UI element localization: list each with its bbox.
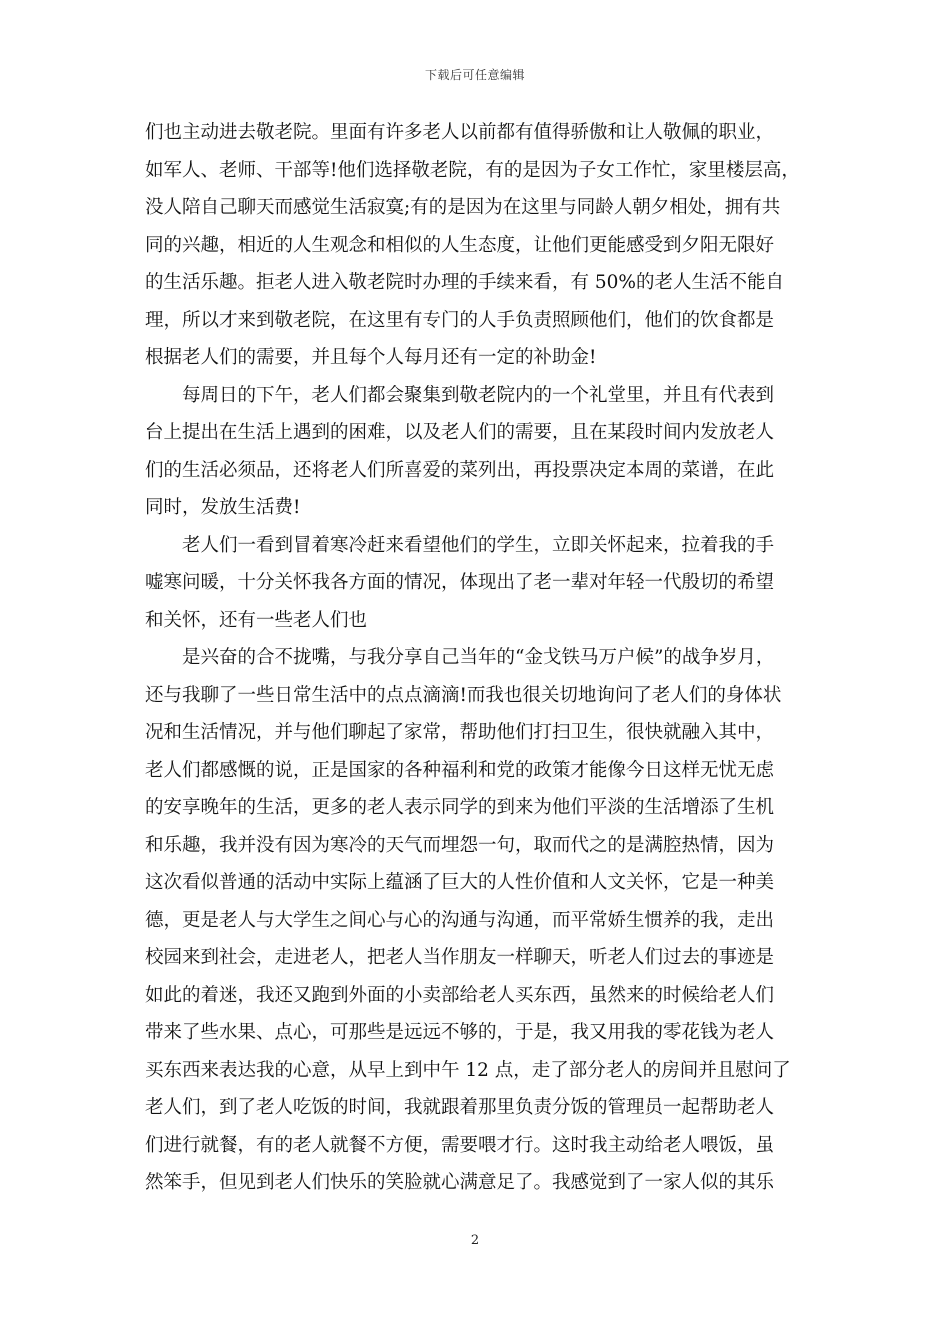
text-line: 的生活乐趣。拒老人进入敬老院时办理的手续来看，有 50%的老人生活不能自 [145,272,785,293]
text-line: 带来了些水果、点心，可那些是远远不够的，于是，我又用我的零花钱为老人 [145,1022,775,1043]
text-line: 如军人、老师、干部等!他们选择敬老院，有的是因为子女工作忙，家里楼层高， [145,159,800,181]
text-line: 没人陪自己聊天而感觉生活寂寞;有的是因为在这里与同龄人朝夕相处，拥有共 [145,197,781,218]
paragraph-2 [145,377,813,527]
text-line: 还与我聊了一些日常生活中的点点滴滴!而我也很关切地询问了老人们的身体状 [145,684,782,706]
text-line: 买东西来表达我的心意，从早上到中午 12 点，走了部分老人的房间并且慰问了 [145,1059,791,1081]
text-line: 老人们都感慨的说，正是国家的各种福利和党的政策才能像今日这样无忧无虑 [145,759,775,781]
text-line: 同时，发放生活费! [145,497,301,518]
text-line: 根据老人们的需要，并且每个人每月还有一定的补助金! [145,347,597,368]
text-line: 然笨手，但见到老人们快乐的笑脸就心满意足了。我感觉到了一家人似的其乐 [145,1172,775,1193]
text-line: 们进行就餐，有的老人就餐不方便，需要喂才行。这时我主动给老人喂饭，虽 [145,1134,775,1156]
text-line: 台上提出在生活上遇到的困难，以及老人们的需要，且在某段时间内发放老人 [145,422,775,443]
text-line: 们的生活必须品，还将老人们所喜爱的菜列出，再投票决定本周的菜谱，在此 [145,459,775,481]
paragraph-1 [145,114,813,377]
paragraph-4 [145,639,813,1202]
text-line: 每周日的下午，老人们都会聚集到敬老院内的一个礼堂里，并且有代表到 [182,384,775,406]
text-line: 和关怀，还有一些老人们也 [145,609,368,631]
paragraph-3 [145,527,813,640]
text-line: 们也主动进去敬老院。里面有许多老人以前都有值得骄傲和让人敬佩的职业， [145,122,775,143]
page-header: 下载后可任意编辑 [424,68,525,82]
text-line: 况和生活情况，并与他们聊起了家常，帮助他们打扫卫生，很快就融入其中， [145,722,775,743]
text-line: 的安享晚年的生活，更多的老人表示同学的到来为他们平淡的生活增添了生机 [145,797,775,818]
text-line: 这次看似普通的活动中实际上蕴涵了巨大的人性价值和人文关怀，它是一种美 [145,872,775,893]
text-line: 理，所以才来到敬老院，在这里有专门的人手负责照顾他们，他们的饮食都是 [145,309,775,331]
text-line: 是兴奋的合不拢嘴，与我分享自己当年的“金戈铁马万户候”的战争岁月， [182,647,775,668]
text-line: 如此的着迷，我还又跑到外面的小卖部给老人买东西，虽然来的时候给老人们 [145,984,775,1006]
text-line: 老人们，到了老人吃饭的时间，我就跟着那里负责分饭的管理员一起帮助老人 [145,1097,775,1118]
text-line: 老人们一看到冒着寒冷赶来看望他们的学生，立即关怀起来，拉着我的手 [182,534,775,556]
text-line: 同的兴趣，相近的人生观念和相似的人生态度，让他们更能感受到夕阳无限好 [145,234,775,256]
text-line: 和乐趣，我并没有因为寒冷的天气而埋怨一句，取而代之的是满腔热情，因为 [145,834,775,856]
text-line: 校园来到社会，走进老人，把老人当作朋友一样聊天，听老人们过去的事迹是 [145,947,775,968]
document-body [145,114,813,1202]
text-line: 嘘寒问暖，十分关怀我各方面的情况，体现出了老一辈对年轻一代殷切的希望 [145,572,775,593]
page-number: 2 [470,1233,480,1248]
text-line: 德，更是老人与大学生之间心与心的沟通与沟通，而平常娇生惯养的我，走出 [145,909,775,931]
